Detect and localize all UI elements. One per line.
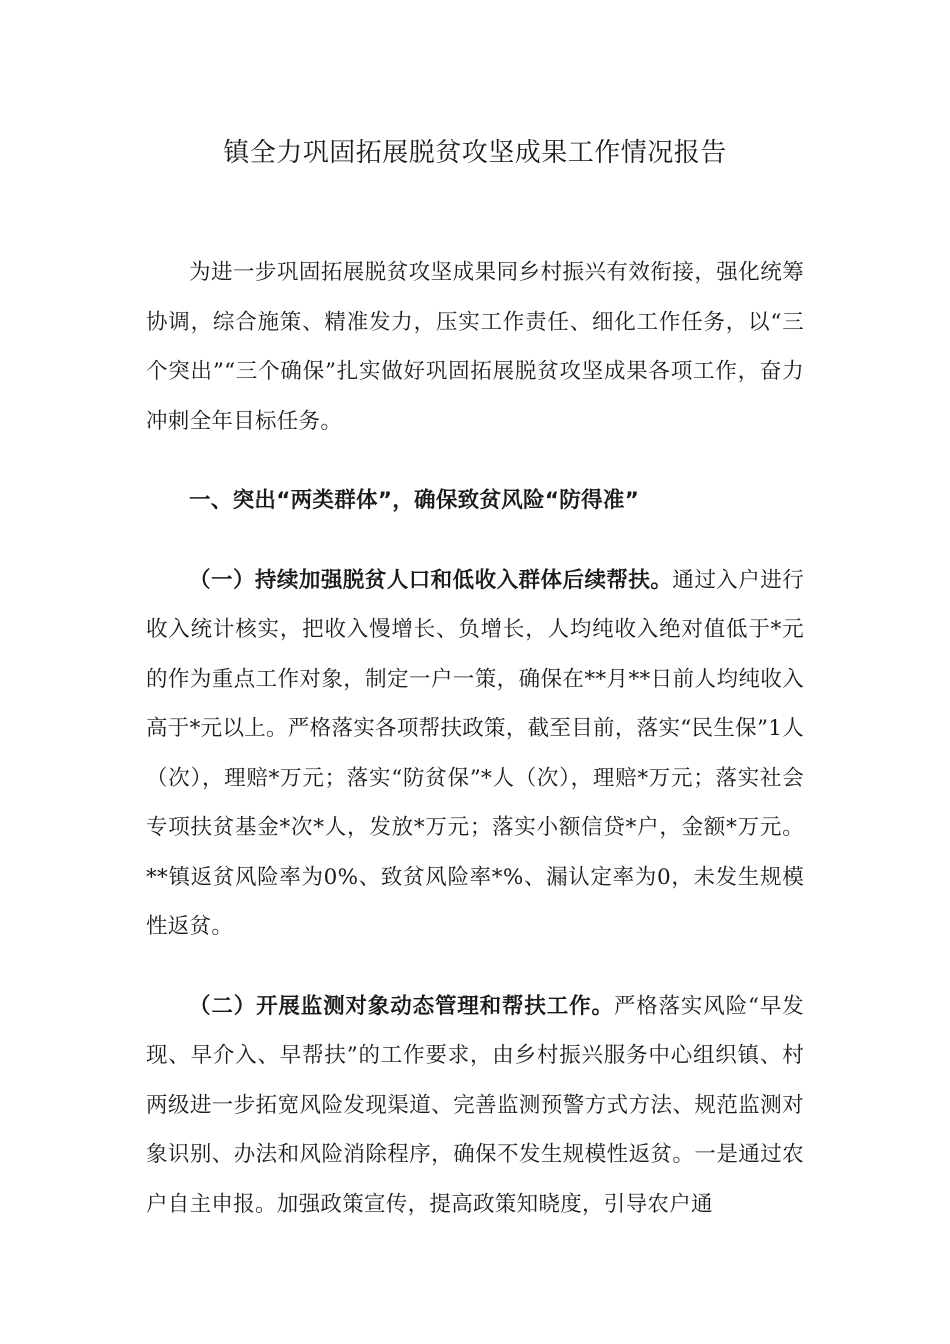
document-body: [146, 248, 804, 1229]
section-heading-1: 一、突出“两类群体”，确保致贫风险“防得准”: [189, 488, 640, 513]
item-1-lead: （一）持续加强脱贫人口和低收入群体后续帮扶。: [189, 567, 673, 593]
document-title: 镇全力巩固拓展脱贫攻坚成果工作情况报告: [223, 138, 727, 168]
item-2-lead: （二）开展监测对象动态管理和帮扶工作。: [189, 993, 614, 1019]
item-2-body: 严格落实风险“早发现、早介入、早帮扶”的工作要求，由乡村振兴服务中心组织镇、村两级进一步拓宽风险发现渠道、完善监测预警方式方法、规范监测对象识别、办法和风险消除程序，确保不发生规模性返贫。一是通过农户自主申报。加强政策宣传，提高政策知晓度，引导农户通: [146, 993, 804, 1217]
item-2-paragraph: [146, 982, 804, 1230]
item-1-paragraph: [146, 556, 804, 952]
intro-paragraph: 为进一步巩固拓展脱贫攻坚成果同乡村振兴有效衔接，强化统筹协调，综合施策、精准发力，压实工作责任、细化工作任务，以“三个突出”“三个确保”扎实做好巩固拓展脱贫攻坚成果各项工作，奋力冲刺全年目标任务。: [146, 260, 804, 434]
item-1-body: 通过入户进行收入统计核实，把收入慢增长、负增长，人均纯收入绝对值低于*元的作为重点工作对象，制定一户一策，确保在**月**日前人均纯收入高于*元以上。严格落实各项帮扶政策，截至目前，落实“民生保”1人（次），理赔*万元；落实“防贫保”*人（次），理赔*万元；落实社会专项扶贫基金*次*人，发放*万元；落实小额信贷*户，金额*万元。**镇返贫风险率为0%、致贫风险率*%、漏认定率为0，未发生规模性返贫。: [146, 567, 805, 939]
